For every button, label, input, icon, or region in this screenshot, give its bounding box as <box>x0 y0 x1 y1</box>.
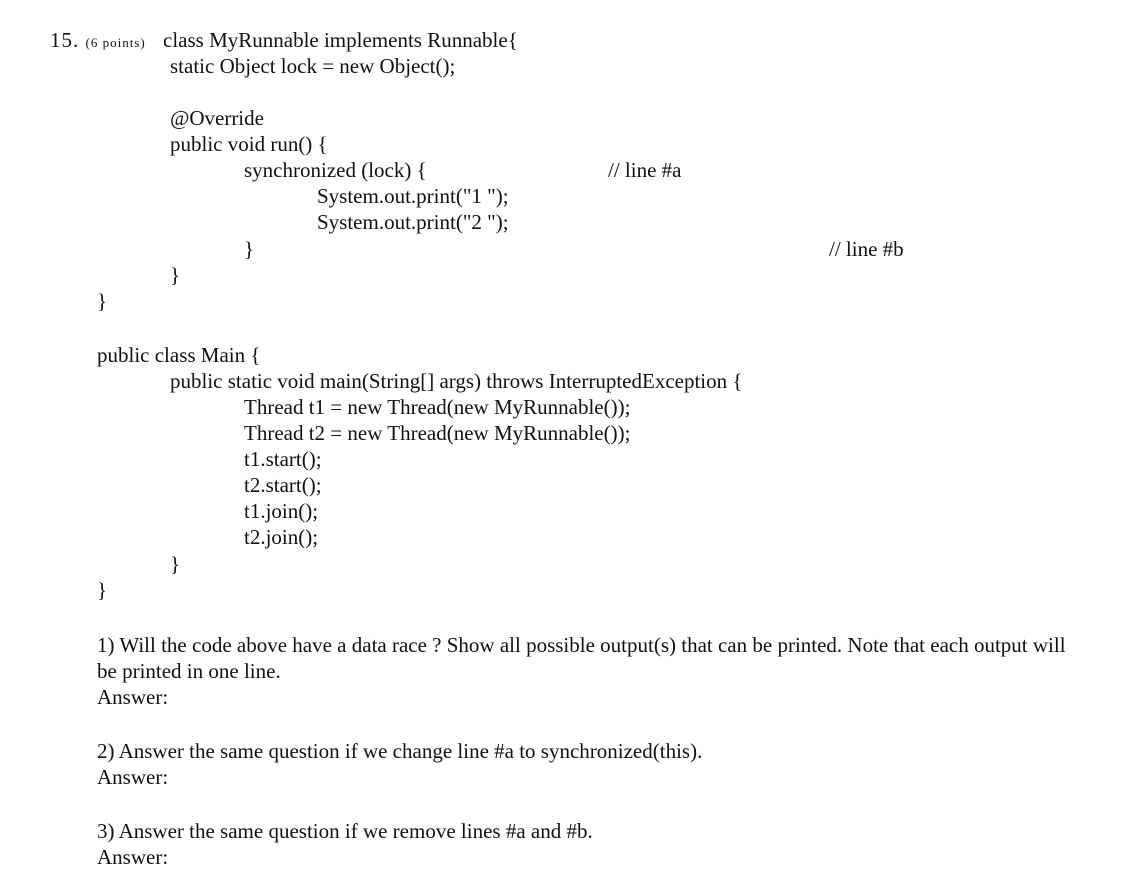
code-line-1: class MyRunnable implements Runnable{ <box>163 28 518 52</box>
code-line-14: Thread t2 = new Thread(new MyRunnable()); <box>244 421 631 445</box>
subquestion-1-text: 1) Will the code above have a data race ? Show all possible output(s) that can be printed. Note that each output will be printed in one line. <box>97 633 1066 683</box>
code-line-5: synchronized (lock) { <box>244 158 427 182</box>
code-line-8: } <box>244 237 255 261</box>
code-line-13: Thread t1 = new Thread(new MyRunnable()); <box>244 395 631 419</box>
code-line-4: public void run() { <box>170 132 328 156</box>
code-line-19: } <box>170 552 181 576</box>
code-line-18: t2.join(); <box>244 525 319 549</box>
subquestion-3 <box>97 818 1087 870</box>
question-points: (6 points) <box>85 35 146 50</box>
code-line-12: public static void main(String[] args) throws InterruptedException { <box>170 369 743 393</box>
question-number: 15. <box>50 28 80 52</box>
code-line-16: t2.start(); <box>244 473 322 497</box>
question-header <box>50 27 150 56</box>
subquestion-2-answer-label: Answer: <box>97 765 169 789</box>
code-line-11: public class Main { <box>97 343 261 367</box>
code-comment-line-a: // line #a <box>608 158 682 182</box>
subquestion-2-text: 2) Answer the same question if we change line #a to synchronized(this). <box>97 739 703 763</box>
code-line-20: } <box>97 578 108 602</box>
code-line-15: t1.start(); <box>244 447 322 471</box>
code-line-3: @Override <box>170 106 264 130</box>
code-line-17: t1.join(); <box>244 499 319 523</box>
subquestion-3-text: 3) Answer the same question if we remove lines #a and #b. <box>97 819 593 843</box>
subquestion-2 <box>97 738 1087 790</box>
code-line-2: static Object lock = new Object(); <box>170 54 456 78</box>
code-line-6: System.out.print("1 "); <box>317 184 509 208</box>
code-line-10: } <box>97 289 108 313</box>
subquestion-1 <box>97 632 1087 710</box>
code-comment-line-b: // line #b <box>829 237 904 261</box>
code-line-9: } <box>170 263 181 287</box>
subquestion-3-answer-label: Answer: <box>97 845 169 869</box>
subquestion-1-answer-label: Answer: <box>97 685 169 709</box>
code-line-7: System.out.print("2 "); <box>317 210 509 234</box>
